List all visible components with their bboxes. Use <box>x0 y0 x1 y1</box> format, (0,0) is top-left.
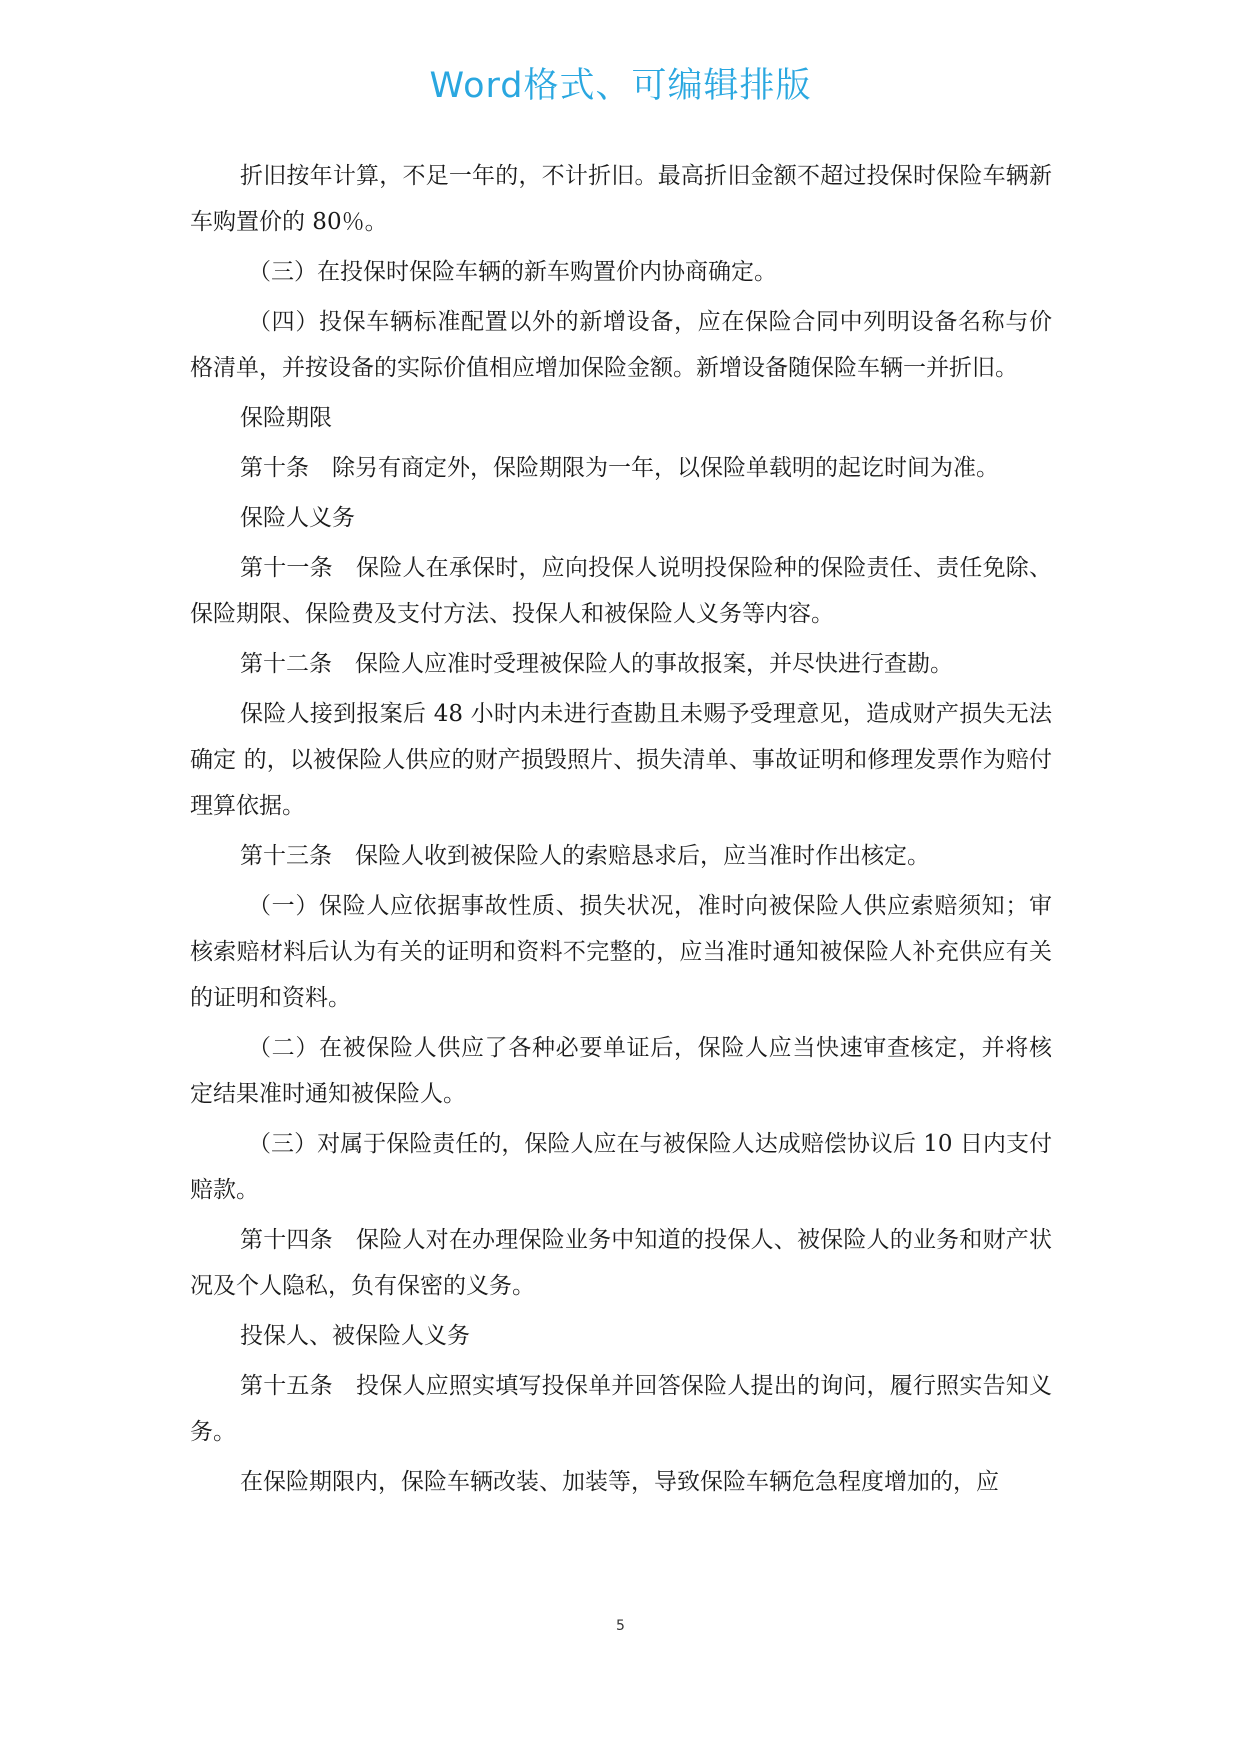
paragraph-article-10: 第十条 除另有商定外，保险期限为一年，以保险单载明的起讫时间为准。 <box>240 455 999 481</box>
paragraph-article-13-item-1: （一）保险人应依据事故性质、损失状况，准时向被保险人供应索赔须知；审核索赔材料后认为有关的证明和资料不完整的，应当准时通知被保险人补充供应有关的证明和资料。 <box>190 893 1052 1011</box>
document-body <box>190 153 1052 1509</box>
paragraph-article-14: 第十四条 保险人对在办理保险业务中知道的投保人、被保险人的业务和财产状况及个人隐私，负有保密的义务。 <box>190 1227 1052 1299</box>
paragraph-article-13-item-2: （二）在被保险人供应了各种必要单证后，保险人应当快速审查核定，并将核定结果准时通知被保险人。 <box>190 1035 1052 1107</box>
section-heading-policyholder-obligations: 投保人、被保险人义务 <box>240 1323 470 1349</box>
paragraph-article-13-item-3: （三）对属于保险责任的，保险人应在与被保险人达成赔偿协议后 10 日内支付赔款。 <box>190 1131 1052 1203</box>
paragraph-article-12: 第十二条 保险人应准时受理被保险人的事故报案，并尽快进行查勘。 <box>240 651 953 677</box>
paragraph-depreciation: 折旧按年计算，不足一年的，不计折旧。最高折旧金额不超过投保时保险车辆新车购置价的 80％。 <box>190 163 1052 235</box>
paragraph-item-4: （四）投保车辆标准配置以外的新增设备，应在保险合同中列明设备名称与价格清单，并按设备的实际价值相应增加保险金额。新增设备随保险车辆一并折旧。 <box>190 309 1052 381</box>
page-number: 5 <box>616 1618 625 1634</box>
section-heading-insurer-obligations: 保险人义务 <box>240 505 355 531</box>
paragraph-article-11: 第十一条 保险人在承保时，应向投保人说明投保险种的保险责任、责任免除、保险期限、保险费及支付方法、投保人和被保险人义务等内容。 <box>190 555 1052 627</box>
page-header-title: Word格式、可编辑排版 <box>429 66 812 106</box>
paragraph-article-15: 第十五条 投保人应照实填写投保单并回答保险人提出的询问，履行照实告知义务。 <box>190 1373 1052 1445</box>
paragraph-article-13: 第十三条 保险人收到被保险人的索赔恳求后，应当准时作出核定。 <box>240 843 930 869</box>
section-heading-insurance-period: 保险期限 <box>240 405 332 431</box>
paragraph-article-12-detail: 保险人接到报案后 48 小时内未进行查勘且未赐予受理意见，造成财产损失无法确定 的，以被保险人供应的财产损毁照片、损失清单、事故证明和修理发票作为赔付理算依据。 <box>190 701 1052 819</box>
paragraph-article-15-detail: 在保险期限内，保险车辆改装、加装等，导致保险车辆危急程度增加的，应 <box>240 1469 999 1495</box>
paragraph-item-3: （三）在投保时保险车辆的新车购置价内协商确定。 <box>248 259 777 285</box>
